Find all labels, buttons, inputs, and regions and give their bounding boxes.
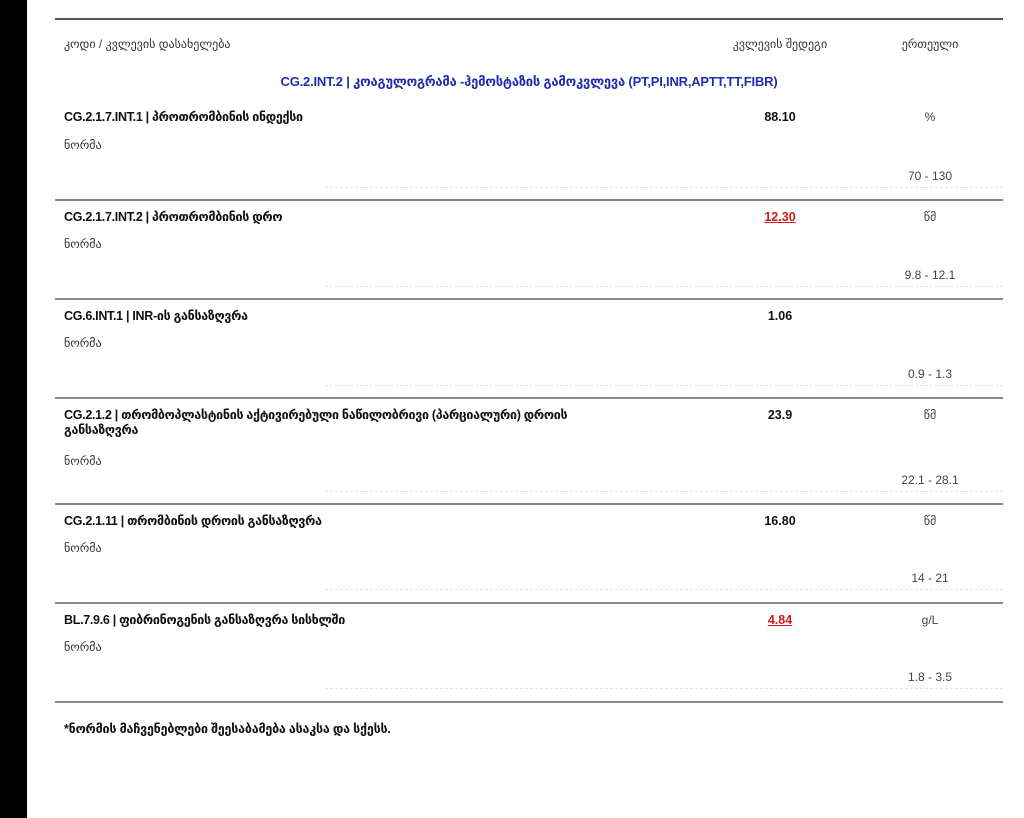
test-norm-label: ნორმა [64,640,102,654]
test-row [55,300,1003,399]
test-unit: წმ [923,408,937,422]
dotted-separator [325,385,1003,386]
section-title: CG.2.INT.2 | კოაგულოგრამა -ჰემოსტაზის გამოკვლევა (PT,PI,INR,APTT,TT,FIBR) [280,74,778,89]
footnote: *ნორმის მაჩვენებლები შეესაბამება ასაკსა და სქესს. [64,722,391,736]
test-reference-range: 70 - 130 [907,169,953,183]
test-result: 16.80 [764,514,796,528]
test-norm-label: ნორმა [64,336,102,350]
test-result: 23.9 [767,408,793,422]
test-row [55,604,1003,703]
test-name: CG.2.1.2 | თრომბოპლასტინის აქტივირებული ნაწილობრივი (პარციალური) დროის განსაზღვრა [64,408,568,437]
test-unit: g/L [921,613,939,627]
test-name: CG.2.1.7.INT.2 | პროთრომბინის დრო [64,210,283,224]
test-name: CG.2.1.7.INT.1 | პროთრომბინის ინდექსი [64,110,303,124]
column-header-name: კოდი / კვლევის დასახელება [64,37,231,51]
dotted-separator [325,187,1003,188]
dotted-separator [325,589,1003,590]
column-header-unit: ერთეული [901,37,959,51]
test-result: 1.06 [767,309,793,323]
report-content [55,18,1003,736]
test-reference-range: 9.8 - 12.1 [904,268,956,282]
test-unit: წმ [923,514,937,528]
test-reference-range: 22.1 - 28.1 [901,473,959,487]
test-norm-label: ნორმა [64,541,102,555]
test-result: 88.10 [764,110,796,124]
test-row [55,399,1003,505]
report-page [27,0,1024,818]
test-name: CG.6.INT.1 | INR-ის განსაზღვრა [64,309,248,323]
test-unit: % [924,110,936,124]
test-reference-range: 1.8 - 3.5 [907,670,953,684]
dotted-separator [325,688,1003,689]
column-header-result: კვლევის შედეგი [732,37,828,51]
test-result-abnormal: 12.30 [764,210,796,224]
test-unit: წმ [923,210,937,224]
test-norm-label: ნორმა [64,237,102,251]
test-row [55,505,1003,604]
test-row [55,101,1003,201]
column-header-row [55,20,1003,66]
test-norm-label: ნორმა [64,454,102,468]
dotted-separator [325,286,1003,287]
test-reference-range: 14 - 21 [911,571,949,585]
test-name: BL.7.9.6 | ფიბრინოგენის განსაზღვრა სისხლში [64,613,345,627]
test-norm-label: ნორმა [64,138,102,152]
dotted-separator [325,491,1003,492]
test-reference-range: 0.9 - 1.3 [907,367,953,381]
test-name: CG.2.1.11 | თრომბინის დროის განსაზღვრა [64,514,322,528]
test-result-abnormal: 4.84 [767,613,793,627]
test-row [55,201,1003,300]
